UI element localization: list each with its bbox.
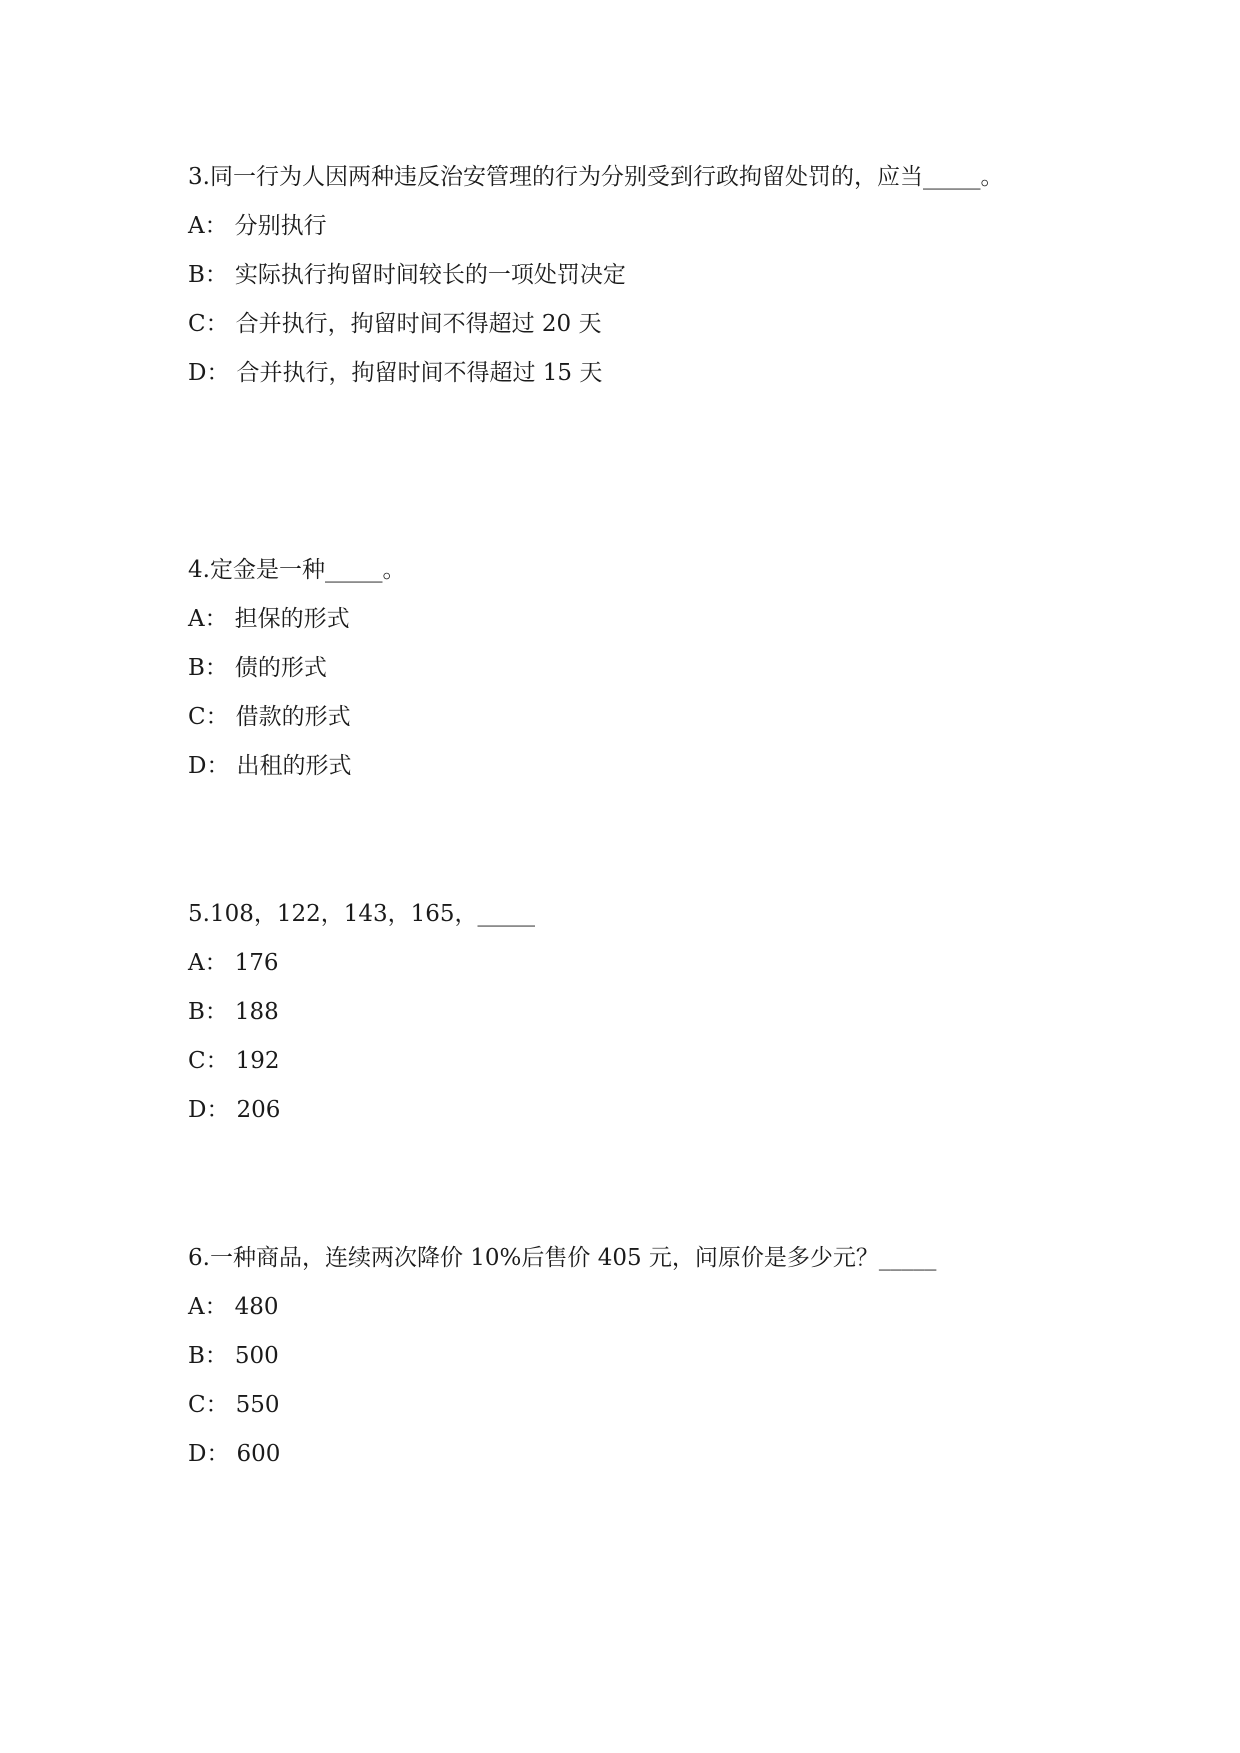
option-separator: ： <box>204 262 228 288</box>
option-c <box>188 693 1088 742</box>
option-letter: A <box>188 213 205 239</box>
option-text: 实际执行拘留时间较长的一项处罚决定 <box>234 262 626 288</box>
option-b <box>188 644 1088 693</box>
option-list <box>188 939 1088 1135</box>
option-separator: ： <box>206 753 230 779</box>
question-text: 5.108，122，143，165，_____ <box>188 901 536 927</box>
option-text: 分别执行 <box>234 213 327 239</box>
option-separator: ： <box>204 999 228 1025</box>
option-separator: ： <box>204 606 228 632</box>
option-a <box>188 202 1088 251</box>
option-separator: ： <box>205 311 229 337</box>
option-c <box>188 1381 1088 1430</box>
question-text: 4.定金是一种_____。 <box>188 557 406 583</box>
option-text: 500 <box>234 1343 279 1369</box>
option-letter: C <box>188 1392 206 1418</box>
option-text: 合并执行，拘留时间不得超过 20 天 <box>235 311 602 337</box>
option-letter: A <box>188 1294 205 1320</box>
option-separator: ： <box>204 1343 228 1369</box>
option-b <box>188 1332 1088 1381</box>
option-letter: C <box>188 1048 206 1074</box>
option-letter: A <box>188 606 205 632</box>
option-b <box>188 251 1088 300</box>
option-text: 550 <box>235 1392 280 1418</box>
question-text: 6.一种商品，连续两次降价 10%后售价 405 元，问原价是多少元？_____ <box>188 1245 937 1271</box>
option-letter: B <box>188 262 205 288</box>
option-letter: D <box>188 753 207 779</box>
question-text: 3.同一行为人因两种违反治安管理的行为分别受到行政拘留处罚的，应当_____。 <box>188 164 1004 190</box>
option-text: 192 <box>235 1048 280 1074</box>
option-c <box>188 1037 1088 1086</box>
option-letter: C <box>188 704 206 730</box>
option-text: 176 <box>234 950 279 976</box>
option-a <box>188 595 1088 644</box>
option-text: 600 <box>236 1441 281 1467</box>
option-text: 借款的形式 <box>235 704 351 730</box>
option-b <box>188 988 1088 1037</box>
option-letter: D <box>188 360 207 386</box>
question-4 <box>188 545 1088 791</box>
option-a <box>188 1283 1088 1332</box>
question-6 <box>188 1233 1088 1479</box>
option-letter: C <box>188 311 206 337</box>
option-letter: D <box>188 1097 207 1123</box>
option-text: 合并执行，拘留时间不得超过 15 天 <box>236 360 603 386</box>
option-letter: B <box>188 1343 205 1369</box>
option-list <box>188 202 1088 398</box>
option-letter: B <box>188 999 205 1025</box>
option-separator: ： <box>204 213 228 239</box>
option-separator: ： <box>206 1097 230 1123</box>
option-text: 188 <box>234 999 279 1025</box>
option-separator: ： <box>204 1294 228 1320</box>
question-5 <box>188 889 1088 1135</box>
option-letter: A <box>188 950 205 976</box>
option-separator: ： <box>205 1048 229 1074</box>
option-separator: ： <box>204 655 228 681</box>
option-separator: ： <box>206 1441 230 1467</box>
option-text: 担保的形式 <box>234 606 350 632</box>
option-letter: B <box>188 655 205 681</box>
option-separator: ： <box>206 360 230 386</box>
question-3 <box>188 152 1088 398</box>
option-separator: ： <box>205 704 229 730</box>
option-d <box>188 349 1088 398</box>
option-text: 债的形式 <box>234 655 327 681</box>
option-separator: ： <box>205 1392 229 1418</box>
option-c <box>188 300 1088 349</box>
option-separator: ： <box>204 950 228 976</box>
option-list <box>188 595 1088 791</box>
option-d <box>188 1430 1088 1479</box>
option-d <box>188 1086 1088 1135</box>
option-text: 480 <box>234 1294 279 1320</box>
option-a <box>188 939 1088 988</box>
option-text: 206 <box>236 1097 281 1123</box>
option-text: 出租的形式 <box>236 753 352 779</box>
option-letter: D <box>188 1441 207 1467</box>
option-list <box>188 1283 1088 1479</box>
option-d <box>188 742 1088 791</box>
